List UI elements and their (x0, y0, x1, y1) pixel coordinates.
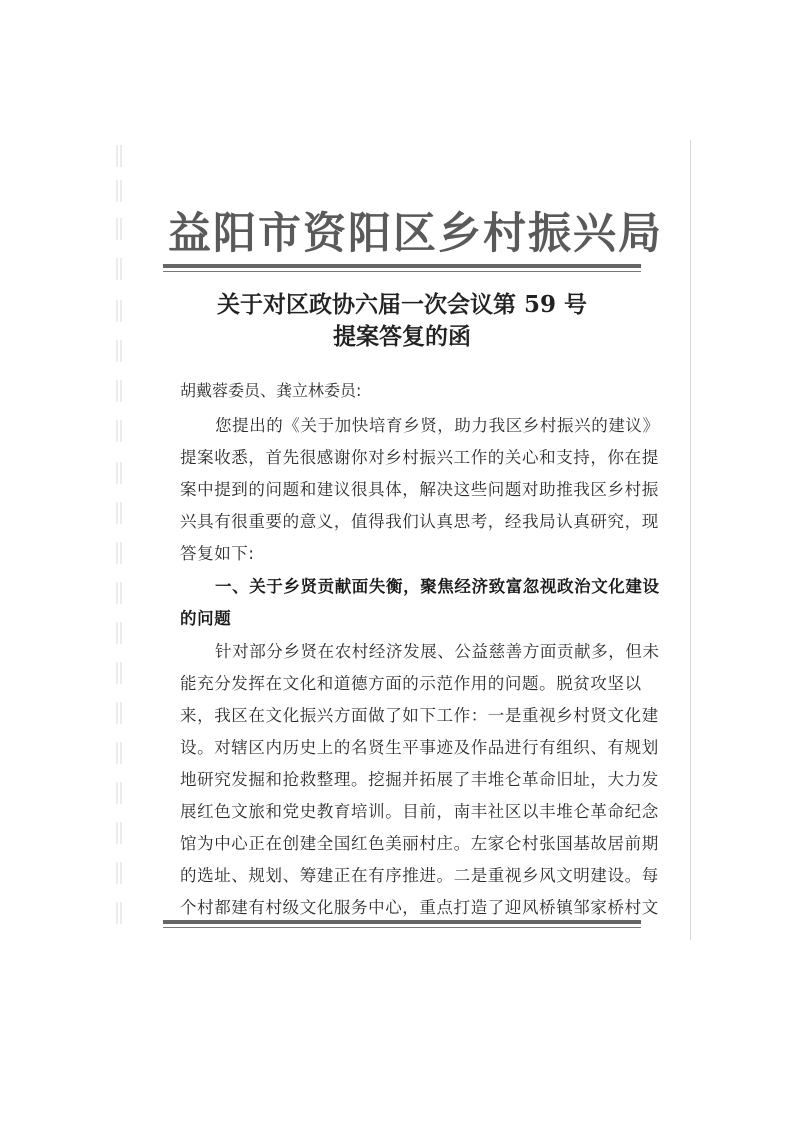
agency-letterhead-title: 益阳市资阳区乡村振兴局 (168, 209, 663, 259)
letterhead-rule-thick (163, 264, 641, 268)
footer-rule-thick (163, 920, 641, 924)
body-line: 您提出的《关于加快培育乡贤，助力我区乡村振兴的建议》 (215, 416, 660, 435)
body-line: 答复如下: (180, 544, 255, 563)
body-line: 展红色文旅和党史教育培训。目前，南丰社区以丰堆仑革命纪念 (180, 802, 659, 821)
letterhead-rule-thin (163, 271, 641, 272)
document-title-line-2: 提案答复的函 (333, 323, 471, 350)
section-heading-line: 的问题 (180, 609, 232, 628)
scan-right-edge (690, 140, 691, 940)
body-line: 馆为中心正在创建全国红色美丽村庄。左家仑村张国基故居前期 (180, 834, 659, 853)
body-line: 来，我区在文化振兴方面做了如下工作：一是重视乡村贤文化建 (180, 706, 659, 725)
footer-rule-thin (163, 927, 641, 928)
body-line: 案中提到的问题和建议很具体，解决这些问题对助推我区乡村振 (180, 480, 659, 499)
body-line: 提案收悉，首先很感谢你对乡村振兴工作的关心和支持，你在提 (180, 448, 659, 467)
body-line: 个村都建有村级文化服务中心，重点打造了迎风桥镇邹家桥村文 (180, 898, 659, 917)
body-line: 的选址、规划、筹建正在有序推进。二是重视乡风文明建设。每 (180, 866, 659, 885)
body-line: 兴具有很重要的意义，值得我们认真思考，经我局认真研究，现 (180, 512, 659, 531)
section-heading-line: 一、关于乡贤贡献面失衡，聚焦经济致富忽视政治文化建设 (215, 577, 660, 596)
document-title-line-1: 关于对区政协六届一次会议第 59 号 (216, 291, 588, 318)
body-line: 设。对辖区内历史上的名贤生平事迹及作品进行有组织、有规划 (180, 738, 659, 757)
body-line: 能充分发挥在文化和道德方面的示范作用的问题。脱贫攻坚以 (180, 674, 642, 693)
scan-binding-marks (98, 140, 138, 940)
body-line: 针对部分乡贤在农村经济发展、公益慈善方面贡献多，但未 (215, 642, 660, 661)
body-line: 地研究发掘和抢救整理。挖掘并拓展了丰堆仑革命旧址，大力发 (180, 770, 659, 789)
salutation: 胡戴蓉委员、龚立林委员: (180, 381, 362, 400)
